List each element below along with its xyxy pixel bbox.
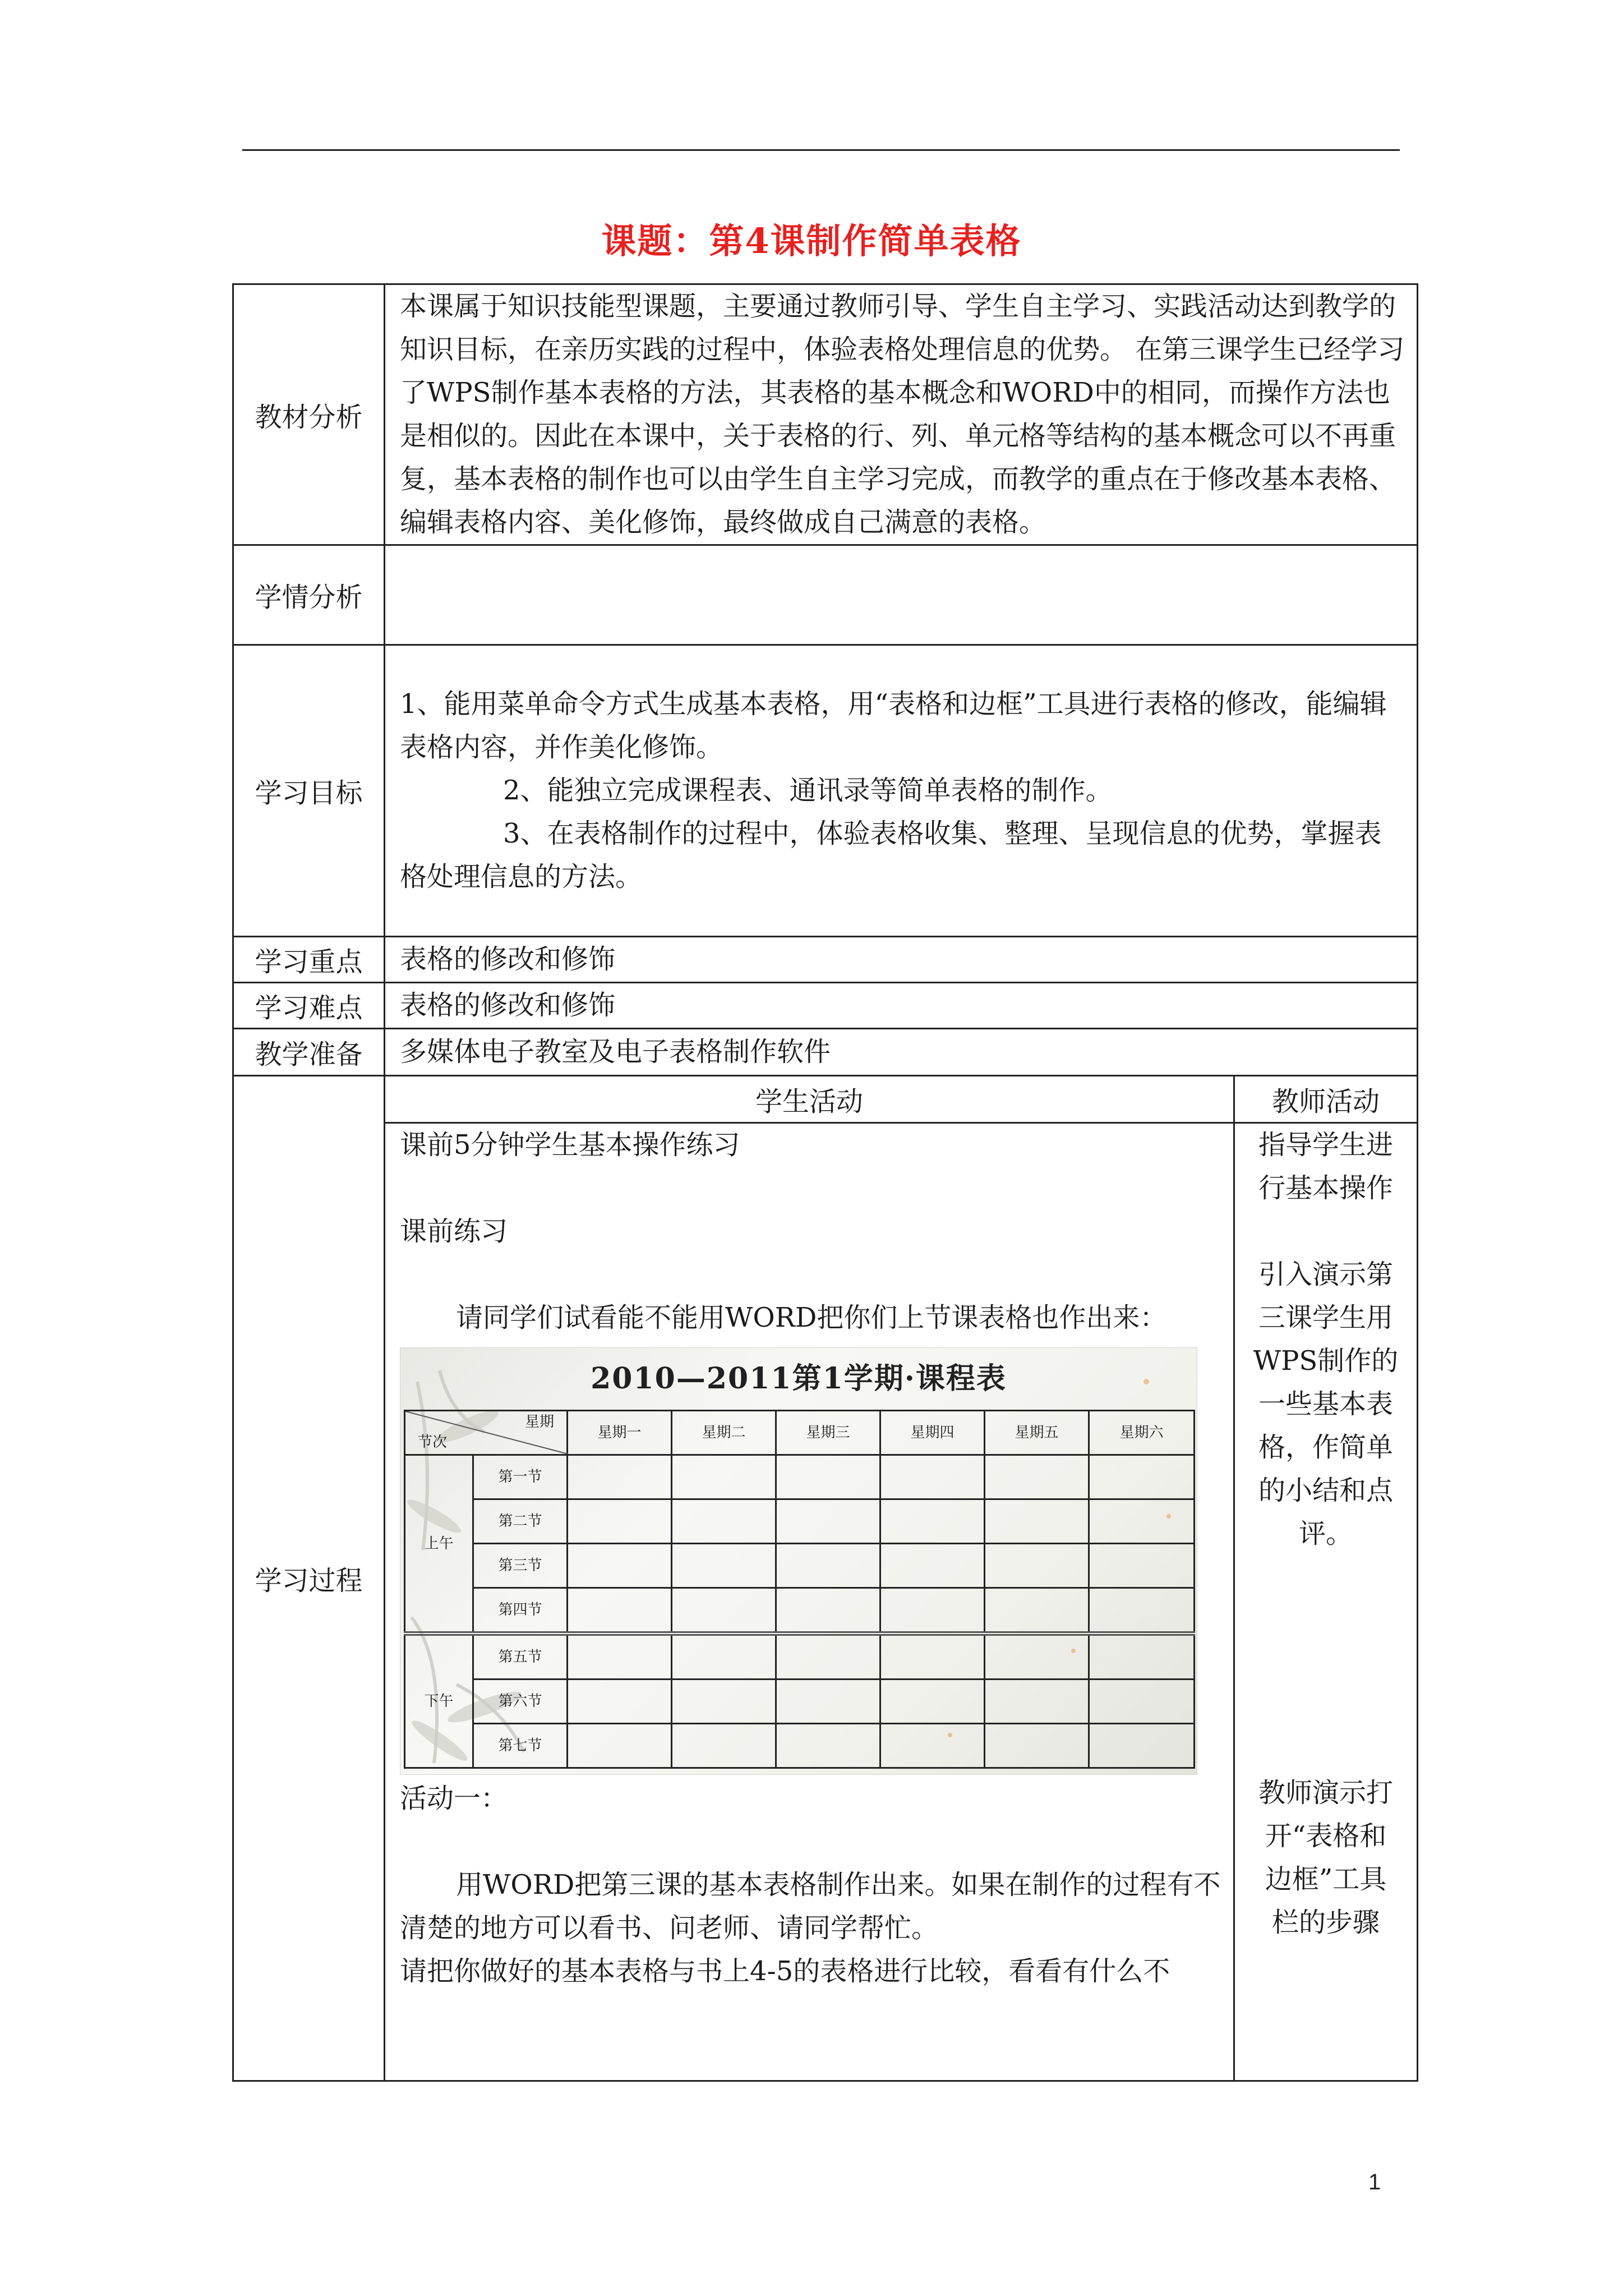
schedule-row [405, 1544, 1195, 1588]
practice-text: 课前练习 [400, 1216, 508, 1247]
teacher-note-3: 教师演示打开“表格和边框”工具栏的步骤 [1258, 1777, 1394, 1938]
row-preparation [233, 1029, 1418, 1076]
label-difficulty: 学习难点 [233, 983, 385, 1029]
teacher-note-1: 指导学生进行基本操作 [1258, 1129, 1394, 1204]
schedule-row [405, 1680, 1195, 1724]
label-material: 教材分析 [233, 284, 385, 545]
day-header: 星期六 [1089, 1411, 1195, 1455]
schedule-table [404, 1410, 1195, 1769]
label-students: 学情分析 [233, 545, 385, 645]
period-label: 第一节 [473, 1455, 568, 1499]
day-header: 星期二 [672, 1411, 776, 1455]
text-goals [385, 645, 1418, 937]
goal-item-3: 3、在表格制作的过程中，体验表格收集、整理、呈现信息的优势，掌握表格处理信息的方法。 [400, 818, 1382, 892]
goal-item-2: 2、能独立完成课程表、通讯录等简单表格的制作。 [503, 775, 1113, 806]
schedule-row [405, 1724, 1195, 1768]
schedule-title: 2010—2011第1学期·课程表 [591, 1361, 1007, 1396]
prompt-text: 请同学们试看能不能用WORD把你们上节课表格也作出来： [456, 1302, 1167, 1333]
schedule-row [405, 1455, 1195, 1499]
period-label: 第四节 [473, 1588, 568, 1634]
text-material: 本课属于知识技能型课题，主要通过教师引导、学生自主学习、实践活动达到教学的知识目标，在亲历实践的过程中，体验表格处理信息的优势。 在第三课学生已经学习了WPS制作基本表格的方法，其表格的基本概念和WORD中的相同，而操作方法也是相似的。因此在本课中，关于表格的行、列、单元格等结构的基本概念可以不再重复，基本表格的制作也可以由学生自主学习完成，而教学的重点在于修改基本表格、编辑表格内容、美化修饰，最终做成自己满意的表格。 [385, 284, 1418, 545]
goal-item-1: 1、能用菜单命令方式生成基本表格，用“表格和边框”工具进行表格的修改，能编辑表格内容，并作美化修饰。 [400, 688, 1387, 763]
header-teacher-activity: 教师活动 [1234, 1076, 1418, 1123]
pre-class-text: 课前5分钟学生基本操作练习 [400, 1129, 740, 1161]
activity1-text: 用WORD把第三课的基本表格制作出来。如果在制作的过程有不清楚的地方可以看书、问老师、请同学帮忙。 [400, 1869, 1221, 1944]
text-difficulty: 表格的修改和修饰 [385, 983, 1418, 1029]
label-process: 学习过程 [233, 1076, 385, 2081]
activity1-heading: 活动一： [400, 1783, 508, 1814]
day-header: 星期四 [880, 1411, 985, 1455]
text-students [385, 545, 1418, 645]
text-key-point: 表格的修改和修饰 [385, 937, 1418, 983]
label-goals: 学习目标 [233, 645, 385, 937]
period-label: 第六节 [473, 1680, 568, 1724]
compare-text: 请把你做好的基本表格与书上4-5的表格进行比较，看看有什么不 [400, 1955, 1170, 1987]
teacher-note-2: 引入演示第三课学生用WPS制作的一些基本表格，作简单的小结和点评。 [1253, 1259, 1399, 1549]
schedule-corner [405, 1411, 568, 1455]
row-difficulty [233, 983, 1418, 1029]
day-header: 星期五 [985, 1411, 1089, 1455]
page-title: 课题：第4课制作简单表格 [601, 220, 1022, 261]
schedule-header-row [405, 1411, 1195, 1455]
period-label: 第五节 [473, 1634, 568, 1680]
page-number: 1 [1368, 2170, 1381, 2194]
label-key-point: 学习重点 [233, 937, 385, 983]
row-goals [233, 645, 1418, 937]
corner-period-label: 节次 [418, 1434, 448, 1451]
schedule-row [405, 1499, 1195, 1544]
schedule-row [405, 1588, 1195, 1634]
schedule-row [405, 1634, 1195, 1680]
day-header: 星期三 [776, 1411, 880, 1455]
corner-week-label: 星期 [524, 1414, 554, 1430]
row-students [233, 545, 1418, 645]
period-label: 第二节 [473, 1499, 568, 1544]
row-process-body [233, 1123, 1418, 2081]
row-material [233, 284, 1418, 545]
morning-label: 上午 [405, 1455, 473, 1634]
text-preparation: 多媒体电子教室及电子表格制作软件 [385, 1029, 1418, 1076]
label-preparation: 教学准备 [233, 1029, 385, 1076]
lesson-plan-table [232, 283, 1418, 2082]
period-label: 第三节 [473, 1544, 568, 1588]
teacher-activity-cell [1234, 1123, 1418, 2081]
afternoon-label: 下午 [405, 1634, 473, 1768]
student-activity-cell [385, 1123, 1234, 2081]
schedule-image [400, 1347, 1197, 1775]
header-rule [242, 149, 1400, 151]
row-key-point [233, 937, 1418, 983]
row-process-header [233, 1076, 1418, 1123]
period-label: 第七节 [473, 1724, 568, 1768]
day-header: 星期一 [568, 1411, 672, 1455]
header-student-activity: 学生活动 [385, 1076, 1234, 1123]
